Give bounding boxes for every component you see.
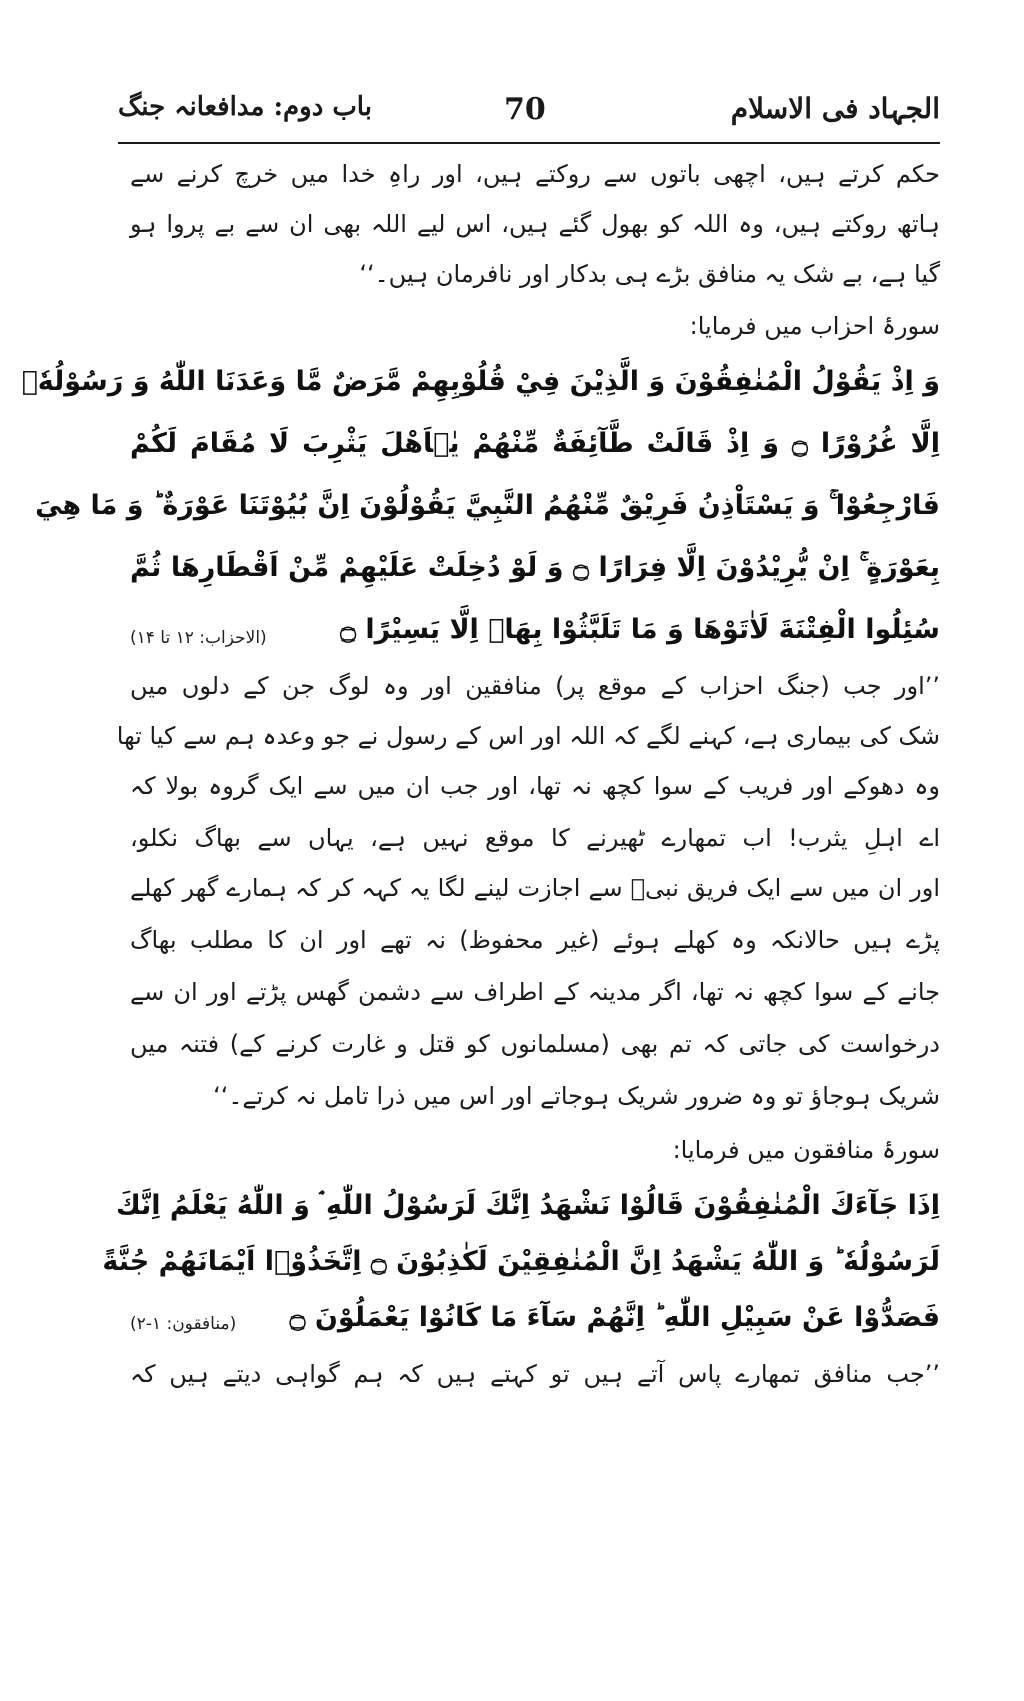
- header-rule: [118, 142, 940, 144]
- verse-reference: (منافقون: ۱-۲): [130, 1314, 237, 1334]
- verse-reference: (الاحزاب: ۱۲ تا ۱۴): [130, 628, 267, 648]
- page-header: [118, 92, 940, 136]
- page-number: 70: [504, 92, 546, 127]
- chapter-title: باب دوم: مدافعانہ جنگ: [118, 92, 372, 122]
- text-line: پڑے ہیں حالانکہ وہ کھلے ہوئے (غیر محفوظ) نہ تھے اور ان کا مطلب بھاگ: [130, 926, 940, 954]
- quran-verse-line: وَ اِذْ يَقُوْلُ الْمُنٰفِقُوْنَ وَ الَّذِيْنَ فِيْ قُلُوْبِهِمْ مَّرَضٌ مَّا وَعَدَنَا اللّٰهُ وَ رَسُوْلُهٗۤ: [21, 366, 940, 397]
- quran-verse-line: اِذَا جَآءَكَ الْمُنٰفِقُوْنَ قَالُوْا نَشْهَدُ اِنَّكَ لَرَسُوْلُ اللّٰهِ ۘ وَ اللّٰهُ يَعْلَمُ اِنَّكَ: [115, 1190, 940, 1221]
- surah-intro-ahzab: سورۂ احزاب میں فرمایا:: [689, 312, 940, 340]
- text-line: شریک ہوجاؤ تو وہ ضرور شریک ہوجاتے اور اس میں ذرا تامل نہ کرتے۔‘‘: [213, 1082, 940, 1110]
- text-line: وہ دھوکے اور فریب کے سوا کچھ نہ تھا، اور جب ان میں سے ایک گروہ بولا کہ: [130, 772, 940, 800]
- surah-intro-munafiqun: سورۂ منافقون میں فرمایا:: [672, 1136, 940, 1164]
- text-line: گیا ہے، بے شک یہ منافق بڑے ہی بدکار اور نافرمان ہیں۔‘‘: [359, 260, 940, 288]
- text-line: ’’اور جب (جنگ احزاب کے موقع پر) منافقین اور وہ لوگ جن کے دلوں میں: [130, 672, 940, 700]
- quran-verse-line: فَارْجِعُوْا ۚ وَ يَسْتَاْذِنُ فَرِيْقٌ مِّنْهُمُ النَّبِيَّ يَقُوْلُوْنَ اِنَّ بُيُوْتَنَا عَوْرَةٌ ؕ وَ مَا هِيَ: [35, 490, 940, 521]
- quran-verse-line: بِعَوْرَةٍ ۚ اِنْ يُّرِيْدُوْنَ اِلَّا فِرَارًا ۝ وَ لَوْ دُخِلَتْ عَلَيْهِمْ مِّنْ اَقْطَارِهَا ثُمَّ: [130, 552, 940, 583]
- text-line: اے اہلِ یثرب! اب تمھارے ٹھیرنے کا موقع نہیں ہے، یہاں سے بھاگ نکلو،: [130, 824, 940, 852]
- text-line: ’’جب منافق تمھارے پاس آتے ہیں تو کہتے ہیں کہ ہم گواہی دیتے ہیں کہ: [130, 1360, 940, 1388]
- text-line: شک کی بیماری ہے، کہنے لگے کہ اللہ اور اس کے رسول نے جو وعدہ ہم سے کیا تھا: [116, 722, 940, 750]
- book-title: الجہاد فی الاسلام: [730, 92, 940, 125]
- quran-verse-line: لَرَسُوْلُهٗ ؕ وَ اللّٰهُ يَشْهَدُ اِنَّ الْمُنٰفِقِيْنَ لَكٰذِبُوْنَ ۝ اِتَّخَذُوْۤا اَيْمَانَهُمْ جُنَّةً: [102, 1246, 940, 1277]
- text-line: ہاتھ روکتے ہیں، وہ اللہ کو بھول گئے ہیں، اس لیے اللہ بھی ان سے بے پروا ہو: [130, 210, 940, 238]
- quran-verse-line: سُئِلُوا الْفِتْنَةَ لَاٰتَوْهَا وَ مَا تَلَبَّثُوْا بِهَاۤ اِلَّا يَسِيْرًا ۝: [340, 614, 940, 645]
- quran-verse-line: فَصَدُّوْا عَنْ سَبِيْلِ اللّٰهِ ؕ اِنَّهُمْ سَآءَ مَا كَانُوْا يَعْمَلُوْنَ ۝: [289, 1302, 940, 1333]
- text-line: اور ان میں سے ایک فریق نبیؐ سے اجازت لینے لگا یہ کہہ کر کہ ہمارے گھر کھلے: [130, 874, 940, 902]
- quran-verse-line: اِلَّا غُرُوْرًا ۝ وَ اِذْ قَالَتْ طَّآئِفَةٌ مِّنْهُمْ يٰۤاَهْلَ يَثْرِبَ لَا مُقَامَ لَكُمْ: [130, 428, 940, 459]
- text-line: درخواست کی جاتی کہ تم بھی (مسلمانوں کو قتل و غارت کرنے کے) فتنہ میں: [130, 1030, 940, 1058]
- text-line: جانے کے سوا کچھ نہ تھا، اگر مدینہ کے اطراف سے دشمن گھس پڑتے اور ان سے: [130, 978, 940, 1006]
- text-line: حکم کرتے ہیں، اچھی باتوں سے روکتے ہیں، اور راہِ خدا میں خرچ کرنے سے: [130, 160, 940, 188]
